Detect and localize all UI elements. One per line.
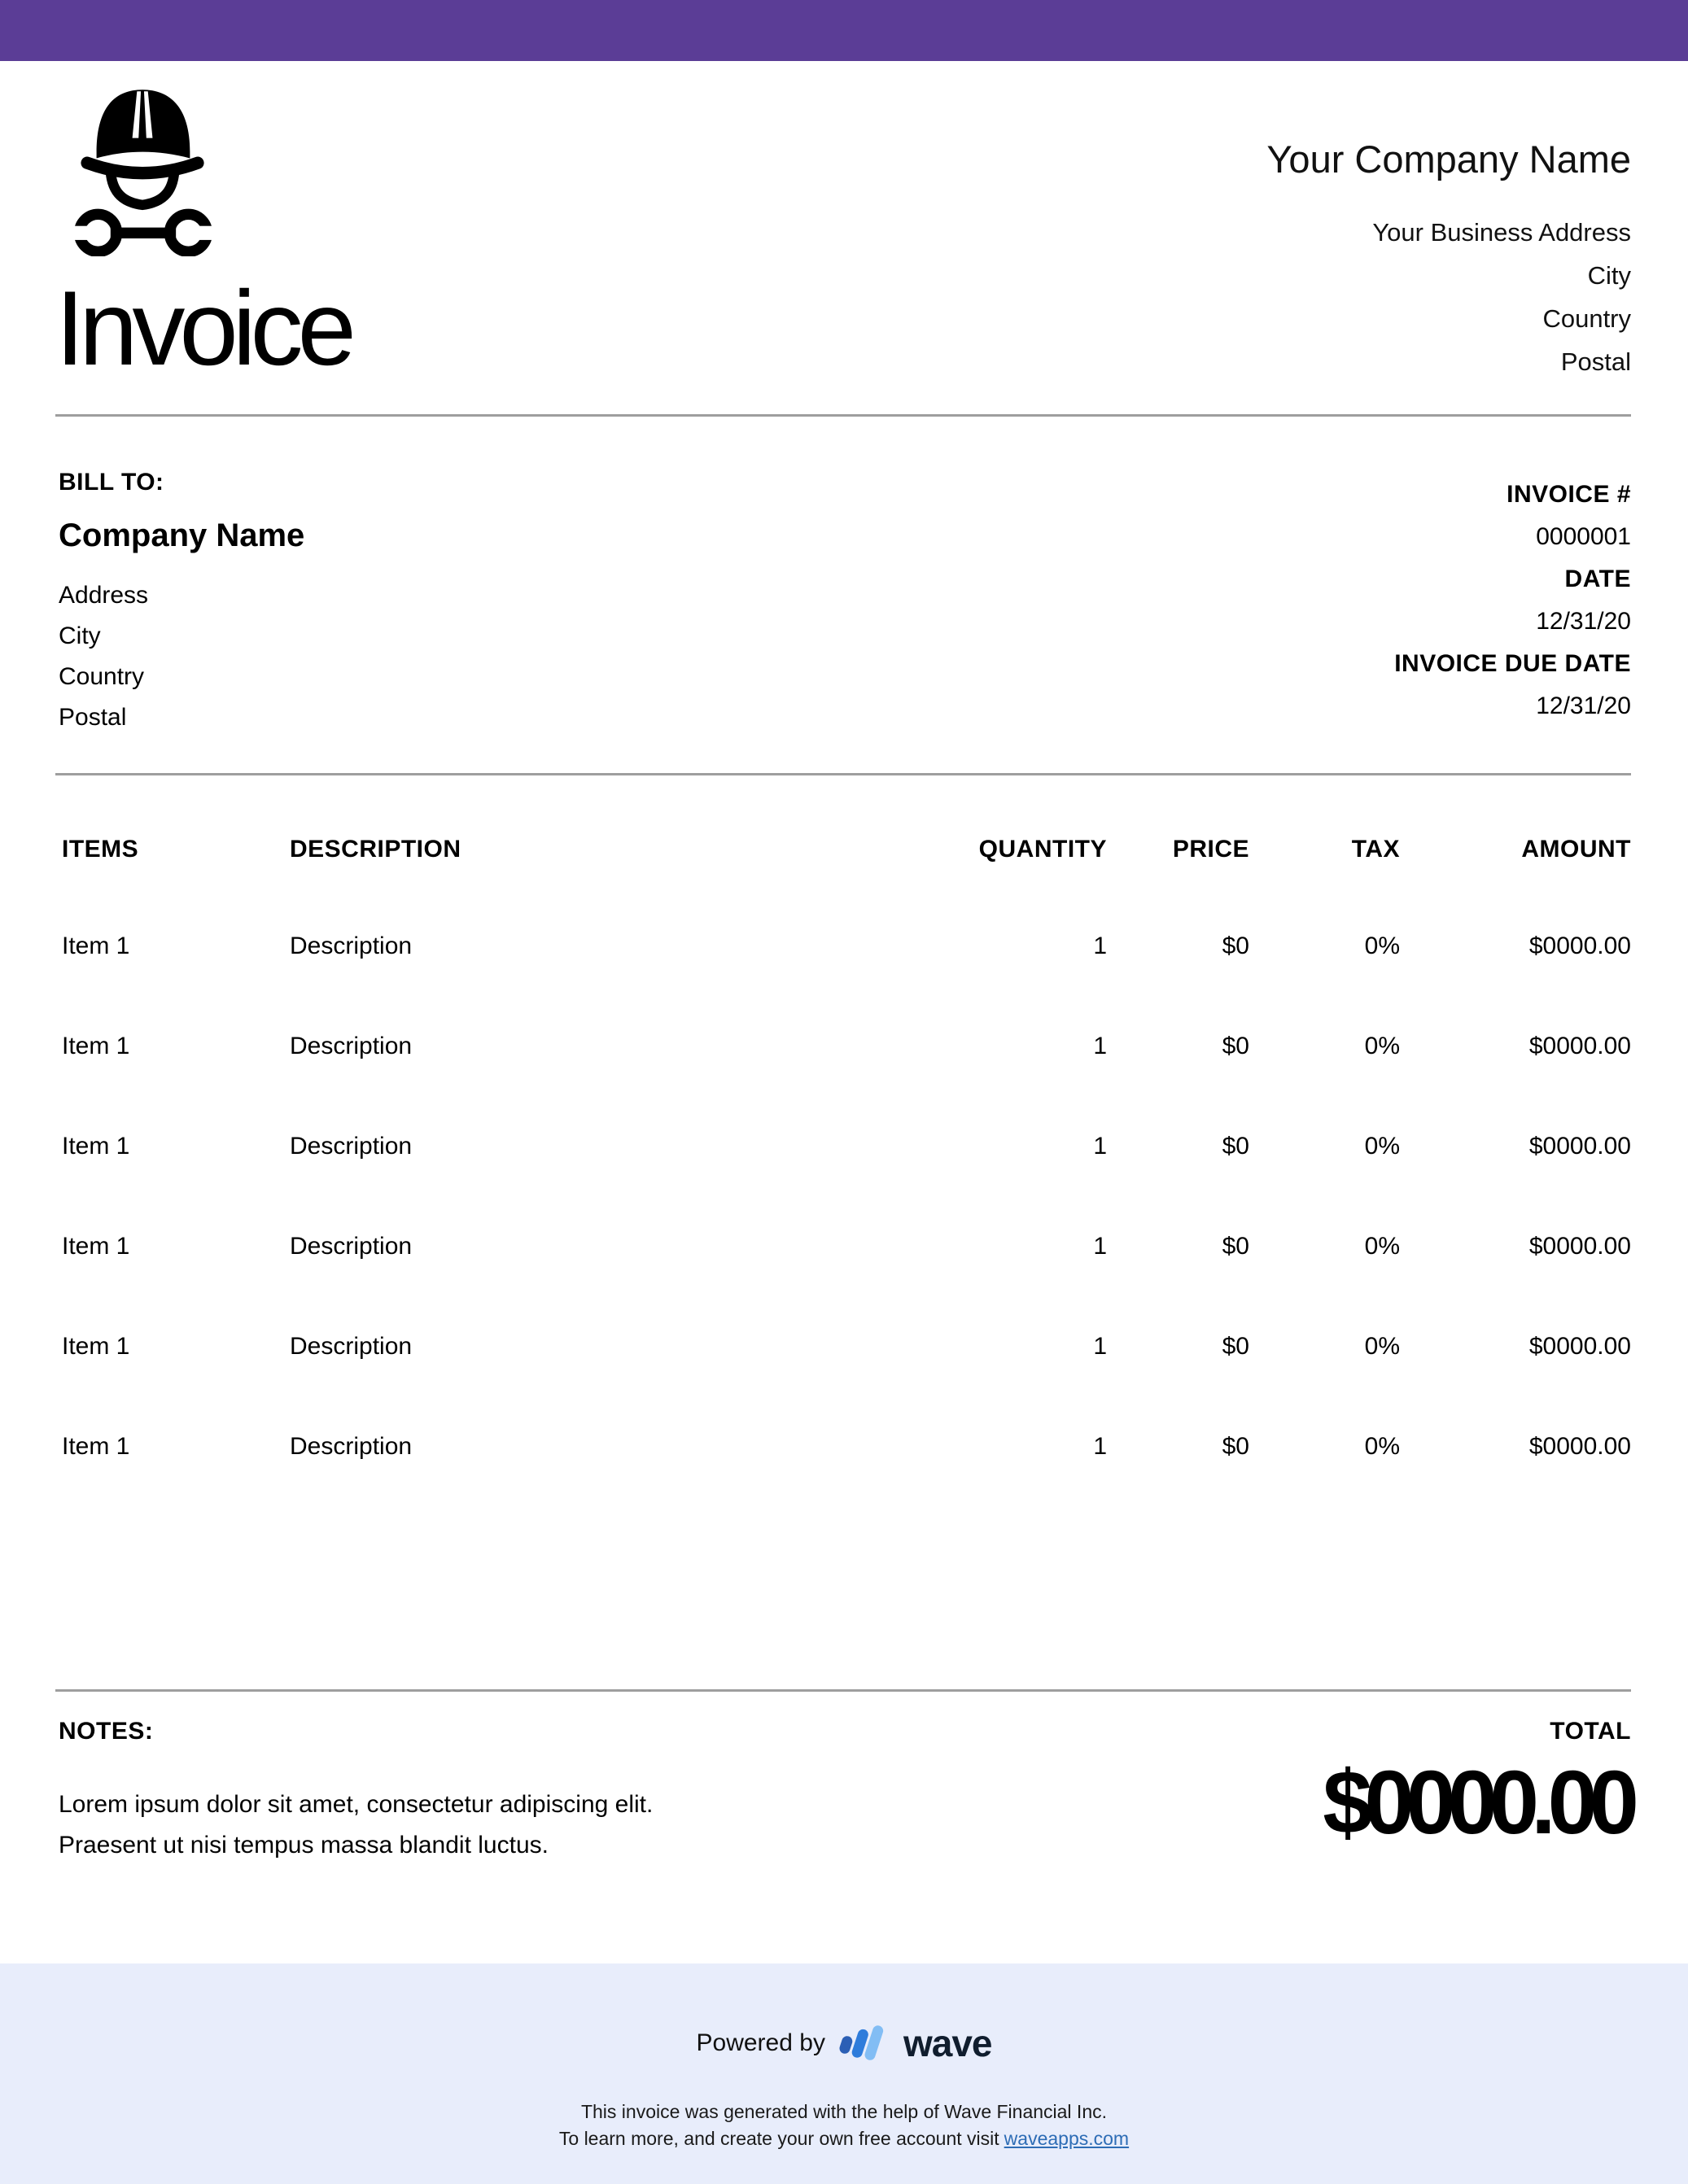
notes-line: Praesent ut nisi tempus massa blandit luctus.: [59, 1832, 549, 1859]
invoice-due-date-label: INVOICE DUE DATE: [1394, 650, 1631, 677]
column-header-quantity: QUANTITY: [978, 836, 1107, 863]
notes-text: [59, 1784, 653, 1866]
invoice-date-label: DATE: [1564, 566, 1631, 592]
bill-to-block: [59, 417, 304, 738]
item-cell: Item 1: [62, 1132, 130, 1160]
invoice-due-date-value: 12/31/20: [1536, 692, 1631, 719]
footer: [0, 1963, 1688, 2184]
bill-to-address: [59, 575, 304, 738]
company-header-block: [1266, 61, 1631, 383]
table-row: [55, 1296, 1631, 1396]
items-table: [55, 775, 1631, 1496]
price-cell: $0: [1222, 1332, 1249, 1360]
item-cell: Item 1: [62, 1432, 130, 1460]
bill-to-address-line: Country: [59, 663, 145, 690]
tax-cell: 0%: [1364, 1132, 1400, 1160]
footer-line2: [0, 2125, 1688, 2152]
items-table-header-row: [55, 775, 1631, 896]
company-address-line: City: [1587, 261, 1631, 290]
bill-to-address-line: City: [59, 622, 101, 649]
column-header-items: ITEMS: [62, 836, 139, 863]
column-header-price: PRICE: [1172, 836, 1249, 863]
price-cell: $0: [1222, 1432, 1249, 1460]
company-address-line: Postal: [1560, 347, 1631, 376]
footer-line2-text: To learn more, and create your own free account visit: [558, 2128, 999, 2149]
quantity-cell: 1: [1093, 1332, 1107, 1360]
total-block: [1323, 1692, 1631, 1866]
tax-cell: 0%: [1364, 1432, 1400, 1460]
amount-cell: $0000.00: [1528, 932, 1631, 959]
description-cell: Description: [290, 1132, 413, 1160]
item-cell: Item 1: [62, 1032, 130, 1059]
tax-cell: 0%: [1364, 932, 1400, 959]
invoice-number-value: 0000001: [1536, 523, 1631, 550]
company-address: [1266, 211, 1631, 383]
bill-to-company-name: Company Name: [59, 518, 305, 553]
tax-cell: 0%: [1364, 1332, 1400, 1360]
bill-to-address-line: Address: [59, 582, 149, 609]
masthead: [0, 61, 1688, 387]
description-cell: Description: [290, 1032, 413, 1059]
bill-to-label: BILL TO:: [59, 469, 164, 496]
table-row: [55, 1396, 1631, 1496]
description-cell: Description: [290, 1332, 413, 1360]
table-row: [55, 1096, 1631, 1196]
quantity-cell: 1: [1093, 932, 1107, 959]
company-address-line: Your Business Address: [1372, 218, 1631, 247]
footer-line1: This invoice was generated with the help of Wave Financial Inc.: [580, 2101, 1108, 2122]
bill-to-address-line: Postal: [59, 704, 127, 731]
amount-cell: $0000.00: [1528, 1232, 1631, 1260]
amount-cell: $0000.00: [1528, 1332, 1631, 1360]
description-cell: Description: [290, 1432, 413, 1460]
table-row: [55, 896, 1631, 996]
quantity-cell: 1: [1093, 1232, 1107, 1260]
construction-worker-wrench-icon: [63, 77, 222, 256]
footer-fineprint: [0, 2099, 1688, 2152]
item-cell: Item 1: [62, 1232, 130, 1260]
tax-cell: 0%: [1364, 1032, 1400, 1059]
company-address-line: Country: [1542, 304, 1631, 333]
waveapps-link[interactable]: waveapps.com: [1004, 2128, 1130, 2149]
column-header-tax: TAX: [1351, 836, 1400, 863]
column-header-amount: AMOUNT: [1521, 836, 1631, 863]
billing-section: [0, 417, 1688, 738]
quantity-cell: 1: [1093, 1132, 1107, 1160]
item-cell: Item 1: [62, 1332, 130, 1360]
invoice-date-value: 12/31/20: [1536, 608, 1631, 635]
amount-cell: $0000.00: [1528, 1132, 1631, 1160]
item-cell: Item 1: [62, 932, 130, 959]
tax-cell: 0%: [1364, 1232, 1400, 1260]
total-label: TOTAL: [1550, 1718, 1631, 1745]
table-row: [55, 1196, 1631, 1296]
notes-block: [59, 1692, 653, 1866]
wave-wordmark: wave: [903, 2022, 992, 2064]
price-cell: $0: [1222, 932, 1249, 959]
top-accent-bar: [0, 0, 1688, 61]
wave-logo-icon: [838, 2020, 890, 2066]
summary-section: [0, 1692, 1688, 1866]
price-cell: $0: [1222, 1032, 1249, 1059]
price-cell: $0: [1222, 1232, 1249, 1260]
powered-by-label: Powered by: [696, 2029, 825, 2056]
invoice-document-title: Invoice: [55, 269, 351, 387]
price-cell: $0: [1222, 1132, 1249, 1160]
amount-cell: $0000.00: [1528, 1432, 1631, 1460]
column-header-description: DESCRIPTION: [290, 836, 461, 863]
description-cell: Description: [290, 932, 413, 959]
amount-cell: $0000.00: [1528, 1032, 1631, 1059]
description-cell: Description: [290, 1232, 413, 1260]
company-name: Your Company Name: [1266, 138, 1631, 181]
notes-line: Lorem ipsum dolor sit amet, consectetur adipiscing elit.: [59, 1791, 654, 1818]
invoice-number-label: INVOICE #: [1507, 481, 1631, 508]
quantity-cell: 1: [1093, 1032, 1107, 1059]
powered-by-row: [0, 1963, 1688, 2066]
table-row: [55, 996, 1631, 1096]
quantity-cell: 1: [1093, 1432, 1107, 1460]
notes-label: NOTES:: [59, 1718, 154, 1745]
total-amount: $0000.00: [1323, 1753, 1631, 1853]
invoice-meta-block: [1394, 417, 1631, 738]
